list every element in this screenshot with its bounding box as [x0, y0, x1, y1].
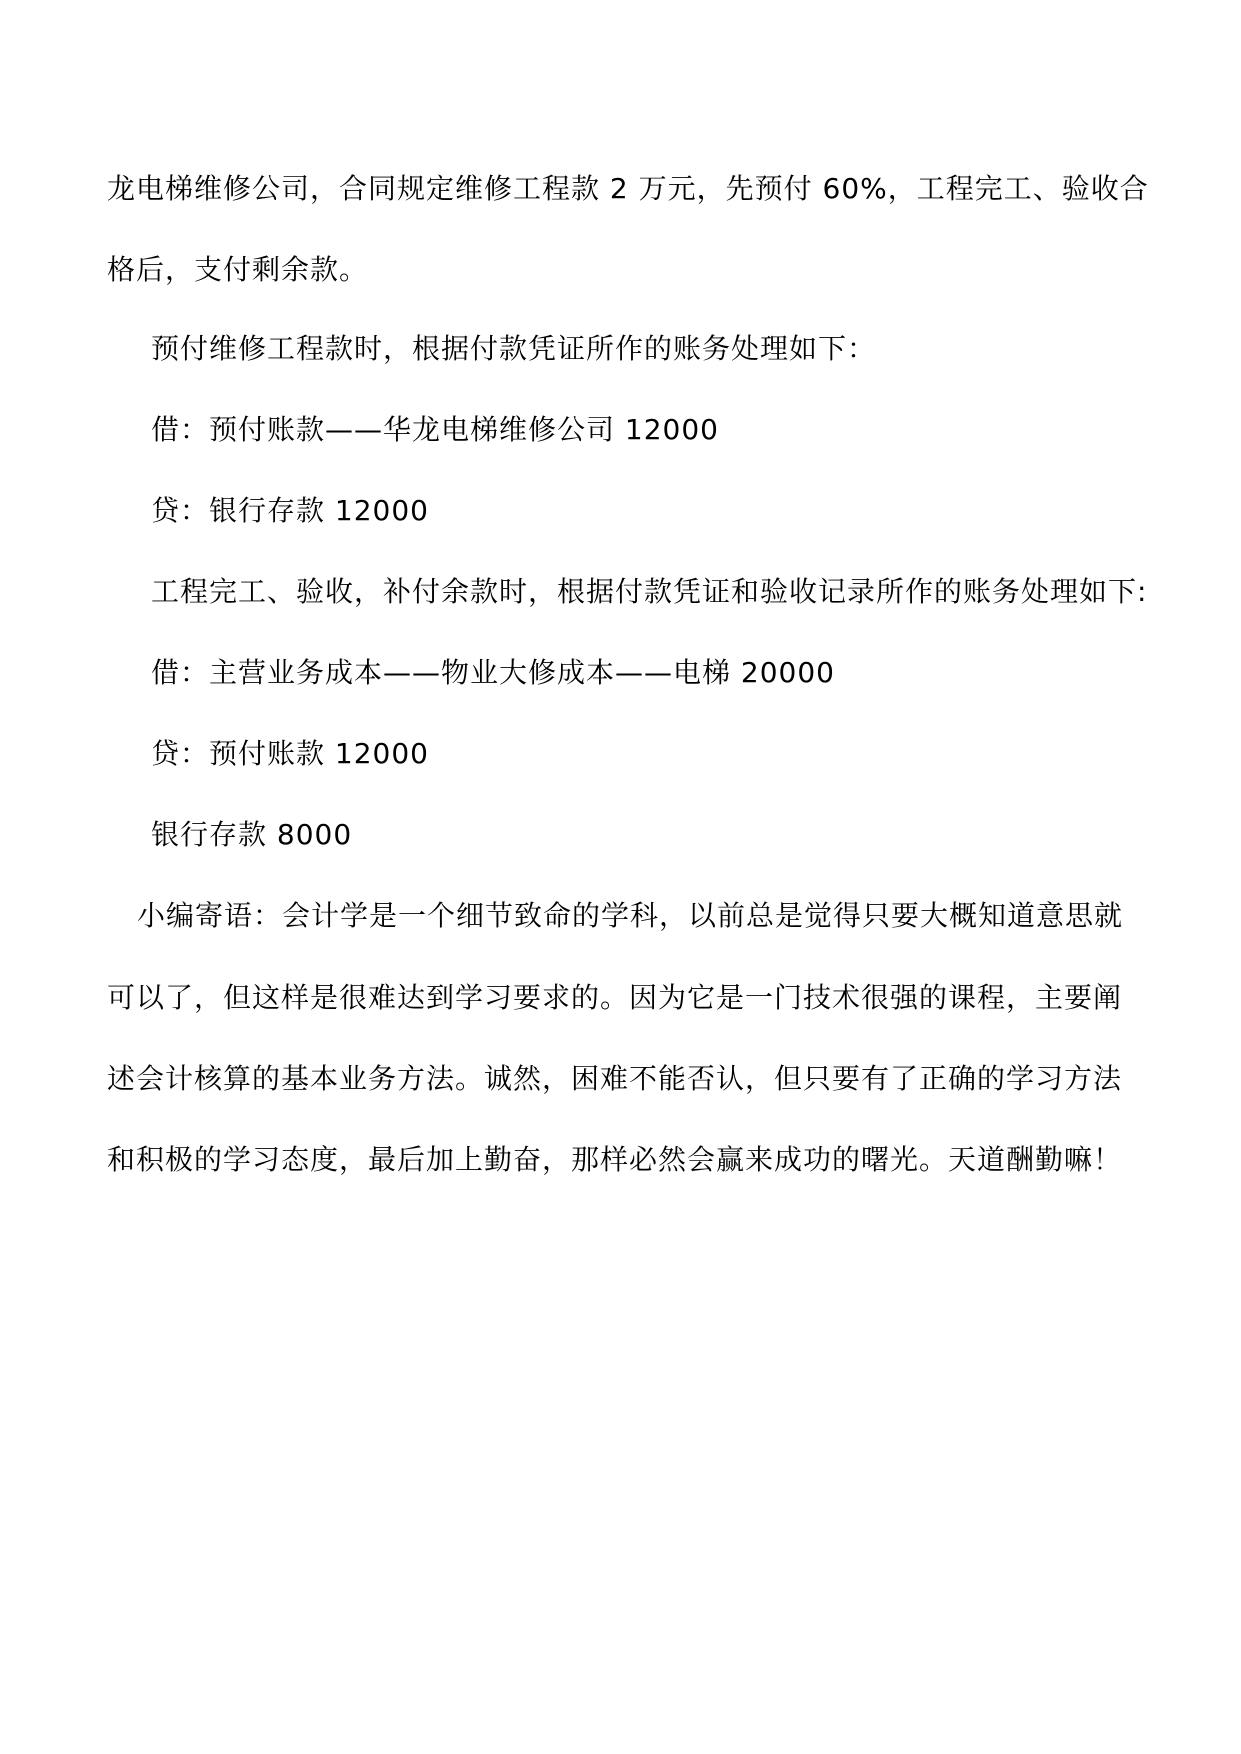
editor-note-line: 小编寄语：会计学是一个细节致命的学科，以前总是觉得只要大概知道意思就	[137, 899, 1124, 932]
journal-entry-debit: 借：主营业务成本——物业大修成本——电梯 20000	[151, 656, 835, 689]
prepay-intro: 预付维修工程款时，根据付款凭证所作的账务处理如下：	[151, 332, 877, 365]
paragraph-line: 格后，支付剩余款。	[107, 253, 369, 286]
journal-entry-debit: 借：预付账款——华龙电梯维修公司 12000	[151, 413, 719, 446]
journal-entry-credit: 银行存款 8000	[151, 818, 353, 851]
editor-note-line: 述会计核算的基本业务方法。诚然，困难不能否认，但只要有了正确的学习方法	[107, 1062, 1123, 1095]
editor-note-line: 可以了，但这样是很难达到学习要求的。因为它是一门技术很强的课程，主要阐	[107, 981, 1123, 1014]
completion-intro: 工程完工、验收，补付余款时，根据付款凭证和验收记录所作的账务处理如下:	[151, 575, 1148, 608]
journal-entry-credit: 贷：银行存款 12000	[151, 494, 429, 527]
journal-entry-credit: 贷：预付账款 12000	[151, 737, 429, 770]
editor-note-line: 和积极的学习态度，最后加上勤奋，那样必然会赢来成功的曙光。天道酬勤嘛！	[107, 1143, 1123, 1176]
paragraph-line: 龙电梯维修公司，合同规定维修工程款 2 万元，先预付 60%，工程完工、验收合	[107, 172, 1149, 205]
